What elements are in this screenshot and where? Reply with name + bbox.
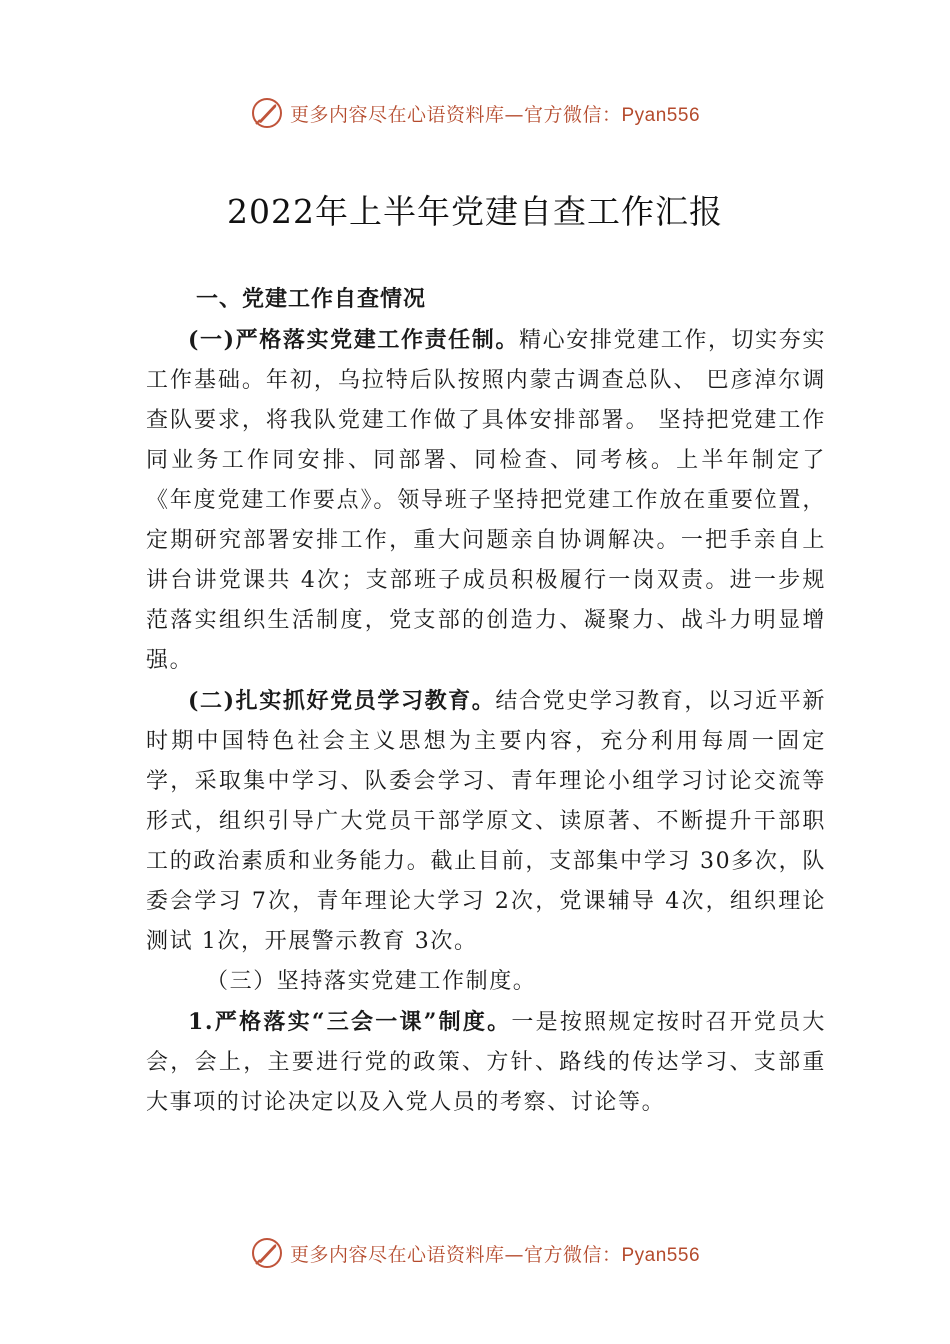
paragraph xyxy=(146,681,826,962)
paragraph-body: 一是按照规定按时召开党员大会，会上，主要进行党的政策、方针、路线的传达学习、支部重大事项的讨论决定以及入党人员的考察、讨论等。 xyxy=(146,1010,826,1115)
paragraph-body: 精心安排党建工作，切实夯实工作基础。年初，乌拉特后队按照内蒙古调查总队、 巴彦淖尔调查队要求，将我队党建工作做了具体安排部署。 坚持把党建工作同业务工作同安排、同部署、同检查、同考核。上半年制定了《年度党建工作要点》。领导班子坚持把党建工作放在重要位置，定期研究部署安排工作，重大问题亲自协调解决。一把手亲自上讲台讲党课共 4次；支部班子成员积极履行一岗双责。进一步规范落实组织生活制度，党支部的创造力、凝聚力、战斗力明显增强。 xyxy=(146,328,826,673)
quill-pen-logo-icon xyxy=(250,1236,284,1270)
paragraph xyxy=(146,1002,826,1123)
watermark-label: 更多内容尽在心语资料库—官方微信： xyxy=(289,1243,622,1266)
watermark-wechat-id: Pyan556 xyxy=(621,1244,701,1266)
paragraph-lead: (一)严格落实党建工作责任制。 xyxy=(188,327,520,353)
quill-pen-logo-icon xyxy=(250,96,284,130)
watermark-text xyxy=(290,1240,700,1267)
paragraph xyxy=(146,320,826,681)
document-body xyxy=(146,280,826,1123)
paragraph-body: 结合党史学习教育，以习近平新时期中国特色社会主义思想为主要内容，充分利用每周一固定学，采取集中学习、队委会学习、青年理论小组学习讨论交流等形式，组织引导广大党员干部学原文、读原著、不断提升干部职工的政治素质和业务能力。截止目前，支部集中学习 30多次，队委会学习 7次，青年理论大学习 2次，党课辅导 4次，组织理论测试 1次，开展警示教育 3次。 xyxy=(146,689,826,954)
watermark-label: 更多内容尽在心语资料库—官方微信： xyxy=(289,103,622,126)
watermark-text xyxy=(290,100,700,127)
watermark-footer xyxy=(0,1236,950,1270)
watermark-header xyxy=(0,96,950,130)
paragraph-lead: 1.严格落实“三会一课”制度。 xyxy=(188,1009,512,1035)
section-heading: 一、党建工作自查情况 xyxy=(196,287,427,312)
paragraph-lead: (二)扎实抓好党员学习教育。 xyxy=(188,688,496,714)
document-title: 2022年上半年党建自查工作汇报 xyxy=(227,192,723,231)
subsection-heading: （三）坚持落实党建工作制度。 xyxy=(206,969,537,994)
watermark-wechat-id: Pyan556 xyxy=(621,104,701,126)
